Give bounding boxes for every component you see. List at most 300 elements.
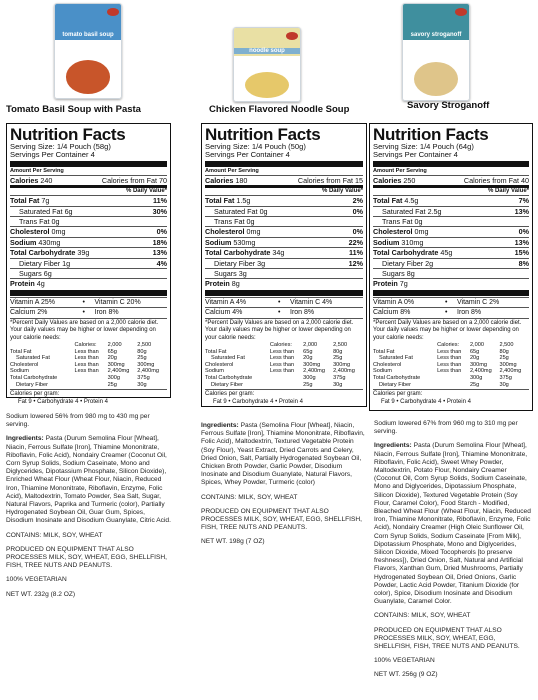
daily-value-header-cell: 2,000	[303, 342, 318, 348]
daily-value-grid	[373, 342, 529, 388]
nutrient-daily-value: 12%	[348, 258, 363, 268]
daily-value-cell: 300mg	[303, 361, 321, 368]
calories-from-fat-label: Calories from Fat	[101, 175, 157, 185]
nutrient-amount: 3g	[238, 268, 247, 278]
nutrition-facts-heading: Nutrition Facts	[10, 125, 126, 144]
serving-size: Serving Size: 1/4 Pouch (64g)	[373, 142, 474, 151]
daily-value-cell: Less than	[437, 368, 462, 375]
product-details	[374, 420, 534, 686]
daily-value-header	[10, 188, 167, 195]
calories-per-gram-values: Fat 9 • Carbohydrate 4 • Protein 4	[18, 398, 108, 405]
daily-value-table	[205, 342, 363, 406]
daily-value-cell: 375g	[499, 374, 512, 381]
daily-value-cell: Less than	[74, 368, 99, 375]
nutrient-name-amount	[373, 279, 408, 288]
daily-value-cell: Saturated Fat	[211, 355, 245, 362]
daily-value-cell: Total Fat	[205, 348, 227, 355]
vitamin-row	[373, 297, 529, 307]
daily-value-header-cell	[205, 342, 270, 349]
nutrient-name: Dietary Fiber	[382, 258, 424, 268]
daily-value-cell: 65g	[469, 348, 480, 355]
product-title: Chicken Flavored Noodle Soup	[209, 104, 350, 115]
daily-value-cell: Less than	[437, 348, 462, 355]
nutrient-amount: 7g	[41, 196, 50, 206]
calories-label: Calories	[373, 175, 402, 185]
allergen-equipment: PRODUCED ON EQUIPMENT THAT ALSO PROCESSES MILK, SOY, WHEAT, EGG, SHELLFISH, FISH, TREE NUTS AND PEANUTS.	[374, 626, 520, 651]
nutrient-daily-value: 0%	[352, 227, 363, 237]
nutrient-name: Total Carbohydrate	[10, 248, 76, 258]
daily-value-cell: 25g	[499, 355, 509, 362]
daily-value-header-row	[205, 342, 363, 349]
servings-per-container: Servings Per Container 4	[373, 150, 458, 160]
nutrient-row	[373, 226, 529, 236]
bullet-separator: •	[82, 308, 85, 316]
divider	[10, 389, 167, 390]
nutrient-row	[10, 258, 167, 268]
nutrient-row	[10, 226, 167, 236]
calories-from-fat-label: Calories from Fat	[297, 175, 353, 185]
calories-value: 180	[235, 175, 248, 185]
vitamin-value: Vitamin C 20%	[94, 298, 141, 306]
ingredients-text: Pasta (Durum Semolina Flour [Wheat], Niacin, Ferrous Sulfate [Iron], Thiamine Mononitrate, Riboflavin, Folic Acid), Sweet Whey Powder, Maltodextrin, Potato Flour, Nondairy Creamer (Coconut Oil, Corn Syrup Solids, Sodium Caseinate, Mono and Diglycerides, Dipotassium Phosphate, Silicon Dioxide), Textured Vegetable Protein (Soy Flour, Caramel Color), Food Starch - Modified, Bleached Wheat Flour (Wheat Flour, Niacin, Reduced Iron, Thiamine Mononitrate, Riboflavin, Enzyme, Folic Acid), Nondairy Creamer (High Oleic Sunflower Oil, Corn Syrup Solids, Sodium Caseinate [From Milk], Dipotassium Phosphate, Mono and Diglycerides, Silicon Dioxide, Mixed Tocopherols [to preserve freshness]), Dried Onion, Salt, Natural and Artificial Flavors, Xanthan Gum, Dried Mushrooms, Partially Hydrogenated Soybean Oil, Dried Onions, Garlic Powder, Lactic Acid Powder, Titanium Dioxide (for color), Spice, Disodium Inosinate and Disodium Guanylate, Caramel Color.	[374, 442, 531, 606]
daily-value-grid	[10, 342, 167, 388]
daily-value-cell: 20g	[303, 355, 313, 362]
nutrient-name: Total Carbohydrate	[373, 248, 439, 258]
divider	[10, 318, 167, 319]
daily-value-cell: 20g	[107, 355, 117, 362]
nutrient-name-amount	[10, 238, 60, 247]
nutrient-name-amount	[373, 196, 418, 205]
vitamin-list	[10, 297, 167, 317]
product-title: Tomato Basil Soup with Pasta	[6, 104, 141, 115]
daily-value-cell: Dietary Fiber	[16, 381, 49, 388]
daily-value-cell: 300mg	[469, 361, 488, 368]
nutrient-daily-value: 18%	[152, 237, 167, 247]
food-photo	[66, 60, 111, 94]
daily-value-cell: 65g	[303, 348, 313, 355]
package-label: tomato basil soup	[55, 32, 121, 38]
daily-value-header-cell: 2,000	[469, 342, 484, 348]
brand-logo-icon	[286, 32, 298, 40]
daily-value-cell: 65g	[107, 348, 117, 355]
calories-label: Calories	[205, 175, 234, 185]
nutrient-name: Sodium	[205, 237, 232, 247]
ingredients-text: Pasta (Durum Semolina Flour [Wheat], Niacin, Ferrous Sulfate [Iron], Thiamine Mononitrate, Riboflavin, Folic Acid), Nondairy Creamer (Coconut Oil, Corn Syrup Solids, Sodium Caseinate, Mono and Diglycerides, Dipotassium Phosphate, Silicon Dioxide), Enriched Wheat Flour (Wheat Flour, Niacin, Reduced Iron, Thiamine Mononitrate, Riboflavin, Enzyme, Folic Acid), Maltodextrin, Tomato Powder, Sea Salt, Sugar, Natural Flavors, Paprika and Turmeric (color), Partially Hydrogenated Soybean Oil, Guar Gum, Spices, Disodium Inosinate and Disodium Guanylate, Citric Acid.	[6, 435, 171, 525]
nutrient-name: Protein	[10, 279, 35, 289]
vitamin-list	[373, 297, 529, 317]
nutrient-daily-value: 13%	[152, 248, 167, 258]
brand-logo-icon	[107, 8, 119, 16]
daily-value-cell: Less than	[74, 348, 99, 355]
nutrient-daily-value: 15%	[514, 248, 529, 258]
vitamin-row	[205, 307, 363, 317]
daily-value-row	[373, 349, 529, 356]
daily-value-cell: 25g	[469, 381, 480, 388]
nutrient-name-amount	[382, 259, 433, 268]
vitamin-value: Iron 8%	[290, 308, 315, 316]
daily-value-cell: Total Carbohydrate	[373, 374, 421, 381]
nutrient-name-amount	[373, 238, 423, 247]
daily-value-cell: 2,400mg	[499, 368, 522, 375]
nutrient-amount: 4.5g	[404, 196, 419, 206]
nutrition-facts-heading: Nutrition Facts	[205, 125, 321, 144]
daily-value-header-row	[10, 342, 167, 349]
nutrient-amount: 34g	[272, 248, 285, 258]
daily-value-row	[205, 355, 363, 362]
serving-size: Serving Size: 1/4 Pouch (58g)	[10, 142, 111, 151]
nutrient-daily-value: 0%	[352, 206, 363, 216]
nutrient-list	[205, 195, 363, 289]
amount-per-serving-label: Amount Per Serving	[10, 167, 64, 174]
nutrient-name: Trans Fat	[382, 216, 413, 226]
daily-value-row	[205, 375, 363, 382]
calories-per-gram-values: Fat 9 • Carbohydrate 4 • Protein 4	[381, 398, 471, 405]
daily-value-header-cell: Calories:	[269, 342, 292, 348]
daily-value-row	[373, 375, 529, 382]
daily-value-row	[10, 382, 167, 389]
allergen-contains: CONTAINS: MILK, SOY, WHEAT	[374, 612, 471, 620]
daily-value-header-cell: 2,500	[333, 342, 348, 348]
nutrient-name: Total Fat	[373, 196, 403, 206]
ingredients	[6, 435, 171, 525]
nutrient-daily-value: 11%	[349, 248, 363, 258]
nutrition-facts-panel	[201, 123, 367, 407]
nutrient-amount: 2.5g	[427, 206, 442, 216]
nutrient-daily-value: 13%	[514, 237, 529, 247]
daily-value-cell: 300mg	[333, 361, 351, 368]
divider	[205, 290, 363, 296]
daily-value-header-cell: 2,500	[499, 342, 514, 348]
calories-per-gram-label: Calories per gram:	[205, 391, 255, 398]
product-details	[201, 422, 367, 553]
calories-row	[10, 175, 167, 185]
daily-value-header	[205, 188, 363, 195]
daily-value-grid	[205, 342, 363, 388]
nutrient-amount: 4g	[36, 279, 45, 289]
calories-row	[205, 175, 363, 185]
nutrient-row	[10, 216, 167, 226]
divider	[205, 161, 363, 167]
nutrient-amount: 3g	[257, 258, 266, 268]
daily-value-cell: 80g	[137, 348, 147, 355]
daily-value-cell: 30g	[333, 381, 343, 388]
daily-value-cell: Saturated Fat	[379, 355, 413, 362]
nutrient-name-amount	[10, 227, 66, 236]
footnote: *Percent Daily Values are based on a 2,000 calorie diet. Your daily values may be higher or lower depending on your calorie needs:	[10, 319, 159, 341]
daily-value-cell: Dietary Fiber	[211, 381, 244, 388]
footnote: *Percent Daily Values are based on a 2,000 calorie diet. Your daily values may be higher or lower depending on your calorie needs:	[205, 319, 354, 341]
daily-value-label: % Daily Value*	[125, 187, 167, 194]
net-weight: NET WT. 232g (8.2 OZ)	[6, 590, 76, 598]
daily-value-header	[373, 188, 529, 195]
nutrient-name-amount	[382, 207, 442, 216]
vitamin-row	[10, 307, 167, 317]
nutrient-name: Saturated Fat	[382, 206, 426, 216]
nutrient-daily-value: 8%	[518, 258, 529, 268]
nutrient-name: Saturated Fat	[214, 206, 258, 216]
nutrient-row	[373, 258, 529, 268]
nutrient-row	[373, 247, 529, 257]
allergen-equipment: PRODUCED ON EQUIPMENT THAT ALSO PROCESSES MILK, SOY, WHEAT, EGG, SHELLFISH, FISH, TREE NUTS AND PEANUTS.	[201, 507, 362, 532]
daily-value-header-cell: 2,500	[137, 342, 152, 348]
daily-value-cell: Cholesterol	[373, 361, 402, 368]
daily-value-cell: Dietary Fiber	[379, 381, 412, 388]
calories-row	[373, 175, 529, 185]
nutrient-list	[373, 195, 529, 289]
daily-value-header-cell: 2,000	[107, 342, 122, 348]
nutrient-amount: 1g	[62, 258, 71, 268]
daily-value-row	[373, 355, 529, 362]
product-details	[6, 413, 171, 605]
amount-per-serving-label: Amount Per Serving	[205, 167, 259, 174]
daily-value-cell	[74, 375, 107, 382]
daily-value-cell: Total Carbohydrate	[10, 374, 58, 381]
vitamin-value: Vitamin A 4%	[205, 298, 247, 306]
nutrient-amount: 39g	[77, 248, 90, 258]
calories-from-fat-label: Calories from Fat	[463, 175, 519, 185]
daily-value-cell	[74, 382, 107, 389]
nutrient-name-amount	[205, 279, 240, 288]
daily-value-cell: Less than	[437, 355, 462, 362]
nutrient-row	[205, 247, 363, 257]
nutrient-amount: 310mg	[401, 237, 424, 247]
calories-per-gram-values: Fat 9 • Carbohydrate 4 • Protein 4	[213, 398, 303, 405]
nutrient-amount: 0mg	[246, 227, 261, 237]
nutrient-amount: 8g	[231, 279, 240, 289]
daily-value-cell: Saturated Fat	[16, 355, 50, 362]
daily-value-cell	[270, 375, 303, 382]
daily-value-header-row	[373, 342, 529, 349]
nutrient-daily-value: 2%	[352, 196, 363, 206]
divider	[205, 389, 363, 390]
nutrient-name-amount	[373, 227, 429, 236]
amount-per-serving-label: Amount Per Serving	[373, 167, 427, 174]
daily-value-cell: Total Carbohydrate	[205, 374, 253, 381]
vitamin-value: Vitamin A 25%	[10, 298, 56, 306]
vegetarian-note: 100% VEGETARIAN	[374, 657, 435, 665]
nutrient-amount: 2g	[425, 258, 434, 268]
nutrient-daily-value: 0%	[518, 227, 529, 237]
daily-value-cell: 300mg	[107, 361, 125, 368]
daily-value-cell: Cholesterol	[10, 361, 39, 368]
nutrient-row	[10, 237, 167, 247]
daily-value-cell: 2,400mg	[469, 368, 492, 375]
nutrition-facts-panel	[6, 123, 171, 405]
vitamin-value: Calcium 8%	[373, 308, 411, 316]
nutrient-name: Protein	[373, 279, 398, 289]
nutrient-row	[10, 268, 167, 278]
nutrient-name: Trans Fat	[19, 216, 50, 226]
vitamin-value: Iron 8%	[94, 308, 119, 316]
nutrient-amount: 45g	[440, 248, 453, 258]
daily-value-table	[10, 342, 167, 406]
daily-value-cell: 2,400mg	[303, 368, 325, 375]
nutrition-facts-panel	[369, 123, 533, 411]
daily-value-cell: Less than	[269, 348, 295, 355]
serving-size: Serving Size: 1/4 Pouch (50g)	[205, 142, 306, 151]
nutrient-daily-value: 7%	[518, 196, 529, 206]
nutrient-row	[205, 278, 363, 288]
nutrient-name-amount	[205, 238, 255, 247]
nutrient-name-amount	[10, 279, 45, 288]
nutrient-row	[10, 278, 167, 288]
nutrient-daily-value: 0%	[156, 227, 167, 237]
nutrient-name-amount	[19, 217, 60, 226]
nutrient-daily-value: 22%	[348, 237, 363, 247]
product-package-image	[402, 3, 470, 101]
daily-value-header-cell	[373, 342, 437, 349]
vitamin-value: Vitamin C 2%	[457, 298, 500, 306]
calories-per-gram-label: Calories per gram:	[373, 391, 423, 398]
servings-per-container: Servings Per Container 4	[10, 150, 95, 160]
nutrient-amount: 530mg	[233, 237, 256, 247]
nutrient-row	[205, 216, 363, 226]
daily-value-cell: Sodium	[373, 368, 392, 375]
daily-value-cell: 2,400mg	[137, 368, 160, 375]
daily-value-cell: 30g	[499, 381, 509, 388]
nutrient-name-amount	[10, 196, 49, 205]
daily-value-row	[10, 362, 167, 369]
daily-value-cell: Less than	[269, 355, 295, 362]
nutrient-name-amount	[214, 217, 255, 226]
daily-value-header-cell: Calories:	[437, 342, 460, 348]
daily-value-cell: 2,400mg	[333, 368, 355, 375]
divider	[205, 318, 363, 319]
daily-value-cell: 300g	[469, 374, 483, 381]
nutrient-row	[205, 195, 363, 205]
nutrient-row	[373, 216, 529, 226]
nutrient-amount: 430mg	[38, 237, 61, 247]
ingredients-label: Ingredients:	[201, 422, 239, 429]
nutrient-name-amount	[205, 227, 261, 236]
product-package-image	[54, 3, 122, 99]
calories-from-fat-value: 40	[521, 175, 529, 185]
daily-value-row	[10, 368, 167, 375]
nutrient-row	[373, 237, 529, 247]
net-weight: NET WT. 198g (7 OZ)	[201, 538, 265, 546]
ingredients	[201, 422, 367, 488]
product-title: Savory Stroganoff	[407, 100, 490, 111]
nutrient-daily-value: 4%	[156, 258, 167, 268]
divider	[373, 318, 529, 319]
daily-value-table	[373, 342, 529, 406]
nutrient-name: Cholesterol	[10, 227, 50, 237]
product-package-image	[233, 27, 301, 102]
nutrient-name-amount	[205, 248, 284, 257]
nutrient-row	[205, 226, 363, 236]
nutrient-row	[10, 206, 167, 216]
vitamin-row	[373, 307, 529, 317]
ingredients-label: Ingredients:	[6, 435, 44, 443]
calories-per-gram-label: Calories per gram:	[10, 391, 60, 398]
sodium-summary: Sodium lowered 56% from 980 mg to 430 mg per serving.	[6, 413, 150, 429]
daily-value-cell: Less than	[74, 361, 99, 368]
nutrient-row	[373, 278, 529, 288]
nutrient-name: Sugars	[19, 268, 42, 278]
nutrient-amount: 6g	[64, 206, 73, 216]
nutrient-amount: 0g	[51, 216, 60, 226]
nutrient-name-amount	[19, 269, 52, 278]
bullet-separator: •	[82, 298, 85, 306]
daily-value-cell: Less than	[269, 368, 295, 375]
daily-value-cell: 300mg	[499, 361, 517, 368]
daily-value-row	[373, 382, 529, 389]
vitamin-value: Iron 8%	[457, 308, 482, 316]
nutrient-name: Total Carbohydrate	[205, 248, 271, 258]
daily-value-cell: 2,400mg	[107, 368, 130, 375]
nutrient-amount: 0g	[259, 206, 268, 216]
nutrient-row	[373, 206, 529, 216]
nutrient-row	[373, 268, 529, 278]
daily-value-cell: Cholesterol	[205, 361, 234, 368]
daily-value-cell: Less than	[437, 361, 462, 368]
daily-value-cell: 25g	[107, 381, 117, 388]
nutrient-name: Cholesterol	[373, 227, 413, 237]
daily-value-cell	[437, 382, 470, 389]
daily-value-cell: 25g	[333, 355, 343, 362]
daily-value-cell: 80g	[333, 348, 343, 355]
divider	[10, 290, 167, 296]
nutrient-name: Sodium	[10, 237, 37, 247]
nutrient-amount: 0mg	[414, 227, 429, 237]
divider	[373, 389, 529, 390]
nutrient-name-amount	[19, 259, 70, 268]
daily-value-cell: Sodium	[205, 368, 224, 375]
vitamin-row	[10, 297, 167, 307]
daily-value-row	[10, 349, 167, 356]
daily-value-cell: 25g	[137, 355, 147, 362]
divider	[373, 161, 529, 167]
nutrient-row	[373, 195, 529, 205]
nutrient-name: Dietary Fiber	[19, 258, 61, 268]
bullet-separator: •	[278, 308, 281, 316]
vitamin-list	[205, 297, 363, 317]
daily-value-row	[205, 349, 363, 356]
nutrient-name: Total Fat	[205, 196, 235, 206]
daily-value-cell: Total Fat	[373, 348, 395, 355]
daily-value-label: % Daily Value*	[321, 187, 363, 194]
sodium-summary: Sodium lowered 67% from 960 mg to 310 mg per serving.	[374, 420, 518, 436]
daily-value-row	[10, 375, 167, 382]
bullet-separator: •	[445, 298, 448, 306]
daily-value-cell	[270, 382, 303, 389]
daily-value-cell: Sodium	[10, 368, 29, 375]
servings-per-container: Servings Per Container 4	[205, 150, 290, 160]
daily-value-cell: 300g	[107, 374, 121, 381]
daily-value-header-cell	[10, 342, 74, 349]
nutrient-name: Sugars	[382, 268, 405, 278]
nutrition-facts-heading: Nutrition Facts	[373, 125, 489, 144]
daily-value-row	[10, 355, 167, 362]
divider	[10, 161, 167, 167]
daily-value-cell: 30g	[137, 381, 147, 388]
nutrient-amount: 0g	[414, 216, 423, 226]
vitamin-row	[205, 297, 363, 307]
calories-value: 250	[403, 175, 416, 185]
daily-value-cell: Less than	[74, 355, 99, 362]
nutrient-amount: 0mg	[51, 227, 66, 237]
food-photo	[245, 72, 290, 98]
nutrient-daily-value: 11%	[153, 196, 167, 206]
nutrient-name: Trans Fat	[214, 216, 245, 226]
allergen-equipment: PRODUCED ON EQUIPMENT THAT ALSO PROCESSES MILK, SOY, WHEAT, EGG, SHELLFISH, FISH, TREE NUTS AND PEANUTS.	[6, 545, 167, 570]
nutrient-name-amount	[373, 248, 452, 257]
daily-value-cell: Total Fat	[10, 348, 32, 355]
nutrient-row	[10, 247, 167, 257]
nutrient-row	[205, 237, 363, 247]
ingredients-text: Pasta (Semolina Flour [Wheat], Niacin, Ferrous Sulfate [Iron], Thiamine Mononitrate, Riboflavin, Folic Acid), Maltodextrin, Textured Vegetable Protein (Soy Flour), Yeast Extract, Dried Carrots and Celery, Dried Onion, Salt, Partially Hydrogenated Soybean Oil, Chicken Broth Powder, Garlic Powder, Disodium Inosinate and Disodium Guanylate, Natural Flavors, Spices, Whey Powder, Turmeric (color)	[201, 422, 365, 487]
calories-value: 240	[40, 175, 53, 185]
